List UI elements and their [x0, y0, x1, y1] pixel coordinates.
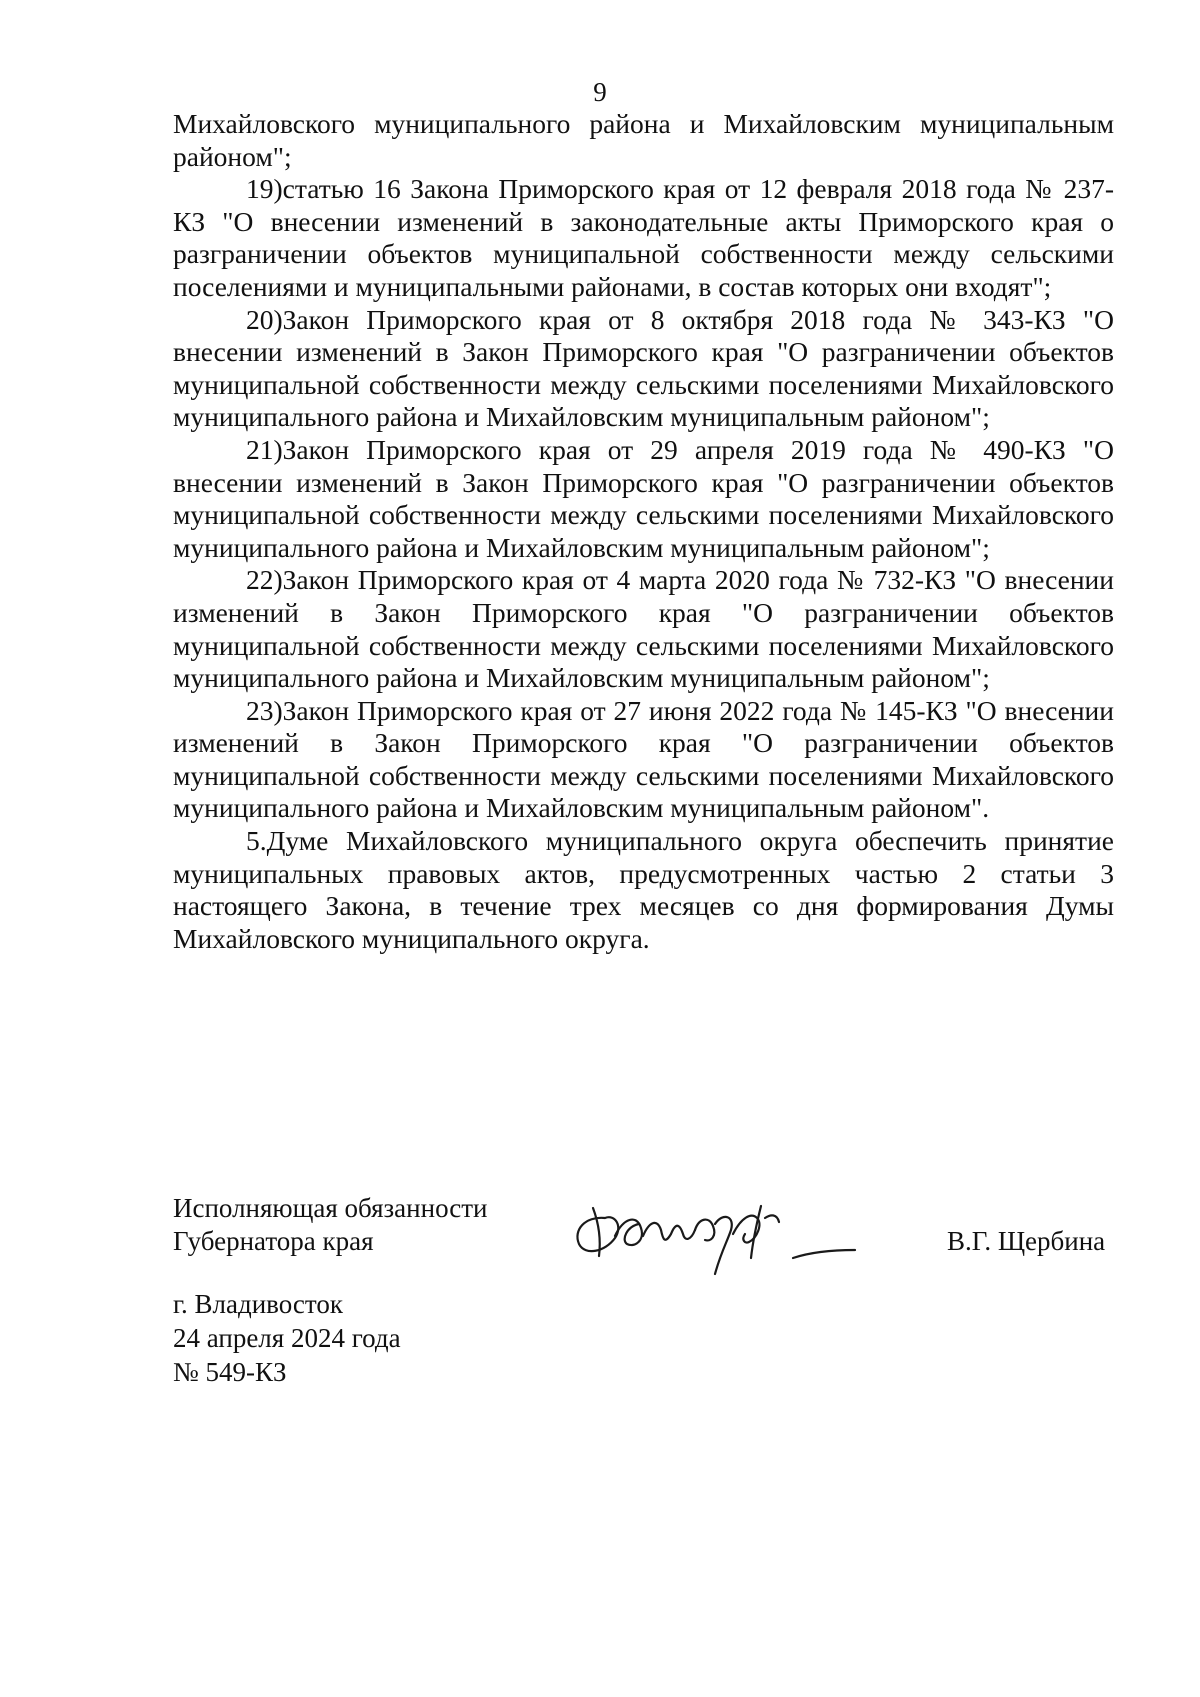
document-footer [173, 1287, 401, 1389]
signer-title [173, 1192, 487, 1258]
handwritten-signature [565, 1178, 865, 1288]
paragraph-item-23: 23)Закон Приморского края от 27 июня 2022 года № 145-КЗ "О внесении изменений в Закон Приморского края "О разграничении объектов муниципальной собственности между сельскими поселениями Михайловского муниципального района и Михайловским муниципальным районом". [173, 694, 1114, 824]
footer-law-number: № 549-КЗ [173, 1357, 287, 1387]
signer-title-line-2: Губернатора края [173, 1226, 374, 1256]
footer-date: 24 апреля 2024 года [173, 1323, 401, 1353]
footer-city: г. Владивосток [173, 1289, 343, 1319]
paragraph-item-21: 21)Закон Приморского края от 29 апреля 2019 года № 490-КЗ "О внесении изменений в Закон Приморского края "О разграничении объектов муниципальной собственности между сельскими поселениями Михайловского муниципального района и Михайловским муниципальным районом"; [173, 433, 1114, 563]
paragraph-item-19: 19)статью 16 Закона Приморского края от 12 февраля 2018 года № 237-КЗ "О внесении изменений в законодательные акты Приморского края о разграничении объектов муниципальной собственности между сельскими поселениями и муниципальными районами, в состав которых они входят"; [173, 173, 1114, 302]
page-number: 9 [593, 77, 607, 107]
paragraph-article-5: 5.Думе Михайловского муниципального округа обеспечить принятие муниципальных правовых актов, предусмотренных частью 2 статьи 3 настоящего Закона, в течение трех месяцев со дня формирования Думы Михайловского муниципального округа. [173, 825, 1114, 954]
paragraph-continuation: Михайловского муниципального района и Михайловским муниципальным районом"; [173, 108, 1114, 172]
paragraph-item-22: 22)Закон Приморского края от 4 марта 2020 года № 732-КЗ "О внесении изменений в Закон Приморского края "О разграничении объектов муниципальной собственности между сельскими поселениями Михайловского муниципального района и Михайловским муниципальным районом"; [173, 564, 1114, 694]
paragraph-item-20: 20)Закон Приморского края от 8 октября 2018 года № 343-КЗ "О внесении изменений в Закон Приморского края "О разграничении объектов муниципальной собственности между сельскими поселениями Михайловского муниципального района и Михайловским муниципальным районом"; [173, 303, 1114, 433]
signer-name: В.Г. Щербина [947, 1226, 1106, 1256]
signer-title-line-1: Исполняющая обязанности [173, 1193, 488, 1223]
